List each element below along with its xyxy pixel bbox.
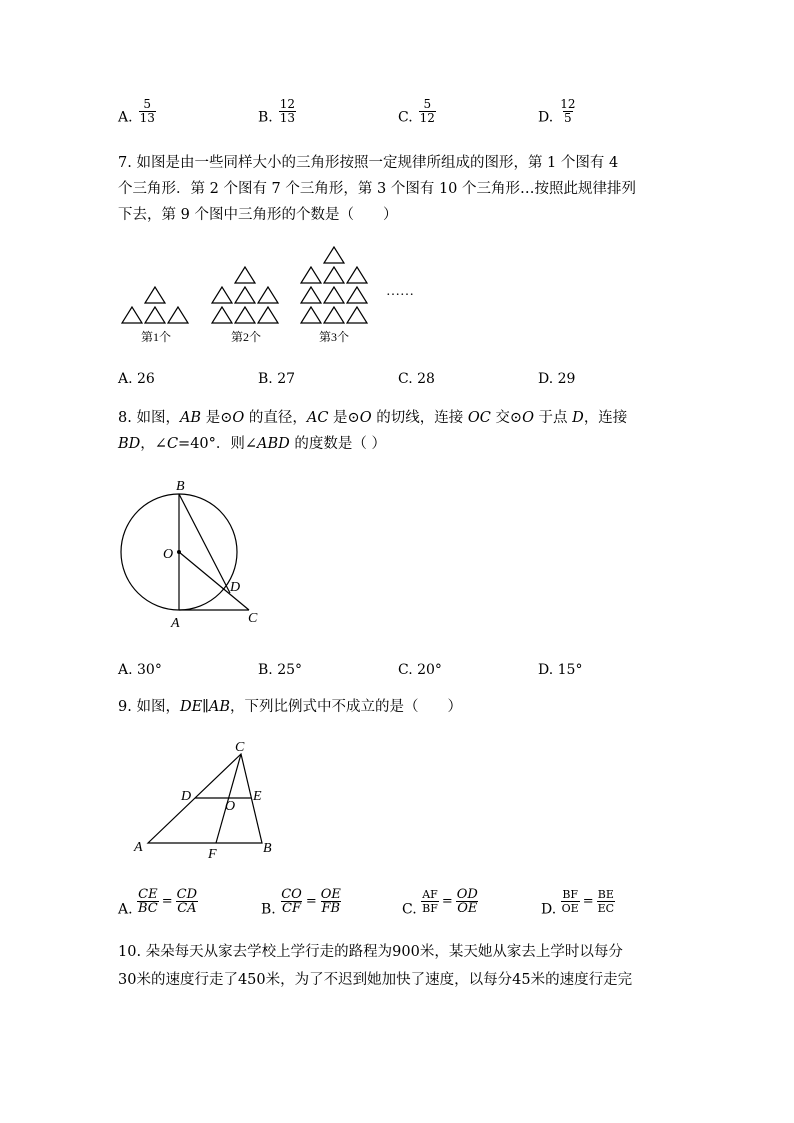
svg-text:D: D (230, 580, 241, 595)
q8-stem: 8. 如图，AB 是⊙O 的直径，AC 是⊙O 的切线，连接 OC 交⊙O 于点 D，连接 BD，∠C=40°．则∠ABD 的度数是（ ） (118, 410, 628, 452)
q9-triangle-parallel-figure (128, 736, 288, 866)
q10-stem: 10. 朵朵每天从家去学校上学行走的路程为900米，某天她从家去上学时以每分 30米的速度行走了450米，为了不迟到她加快了速度，以每分45米的速度行走完 (118, 944, 633, 988)
q9-option-d[interactable]: D. $\frac{BF}{OE}$ = $\frac{BE}{EC}$ (541, 888, 615, 918)
q8-option-a[interactable]: A. 30° (118, 662, 162, 678)
q8-option-b[interactable]: B. 25° (258, 662, 303, 678)
q7-stem: 7. 如图是由一些同样大小的三角形按照一定规律所组成的图形，第 1 个图有 4 个三角形．第 2 个图有 7 个三角形，第 3 个图有 10 个三角形…按照此规律排列 下去，第 9 个图中三角形的个数是（ ） (118, 155, 636, 223)
figure-1-triangles (122, 287, 188, 323)
proportion: $\frac{CO}{CF}$ = $\frac{OE}{FB}$ (281, 887, 341, 916)
svg-text:C: C (235, 740, 245, 755)
q6-option-b[interactable]: B. $\frac{12}{13}$ (258, 97, 296, 126)
figure-3-triangles (301, 247, 367, 323)
svg-text:O: O (163, 547, 174, 562)
proportion: $\frac{BF}{OE}$ = $\frac{BE}{EC}$ (561, 888, 615, 915)
svg-text:D: D (181, 789, 192, 804)
svg-text:B: B (263, 841, 272, 856)
figure-2-triangles (212, 267, 278, 323)
fraction: $\frac{5}{13}$ (139, 97, 155, 125)
q7-option-b[interactable]: B. 27 (258, 371, 296, 387)
q9-option-c[interactable]: C. $\frac{AF}{BF}$ = $\frac{OD}{OE}$ (402, 887, 478, 918)
q7-triangle-pattern-figure (110, 240, 430, 350)
q8-circle-tangent-figure (110, 472, 270, 632)
proportion: $\frac{CE}{BC}$ = $\frac{CD}{CA}$ (138, 887, 198, 916)
center-point (177, 550, 181, 554)
q7-option-d[interactable]: D. 29 (538, 371, 576, 387)
svg-text:A: A (134, 840, 143, 855)
proportion: $\frac{AF}{BF}$ = $\frac{OD}{OE}$ (422, 887, 478, 916)
q6-option-c[interactable]: C. $\frac{5}{12}$ (398, 97, 435, 126)
figure-2-label: 第2个 (230, 330, 262, 344)
svg-text:B: B (176, 479, 185, 494)
q6-option-a[interactable]: A. $\frac{5}{13}$ (118, 97, 155, 126)
q7-option-c[interactable]: C. 28 (398, 371, 435, 387)
q7-option-a[interactable]: A. 26 (118, 371, 155, 387)
svg-text:C: C (248, 611, 258, 626)
segment-bd (179, 494, 230, 593)
figure-1-label: 第1个 (140, 330, 172, 344)
q8-option-d[interactable]: D. 15° (538, 662, 583, 678)
fraction: $\frac{12}{13}$ (279, 97, 296, 125)
svg-text:A: A (171, 616, 180, 631)
ellipsis: …… (386, 284, 414, 299)
q9-stem: 9. 如图，DE∥AB，下列比例式中不成立的是（ ） (118, 699, 462, 715)
q9-option-b[interactable]: B. $\frac{CO}{CF}$ = $\frac{OE}{FB}$ (261, 887, 341, 918)
svg-text:O: O (225, 799, 236, 814)
q6-option-d[interactable]: D. $\frac{12}{5}$ (538, 97, 576, 126)
fraction: $\frac{12}{5}$ (560, 97, 576, 125)
svg-text:E: E (253, 789, 262, 804)
figure-3-label: 第3个 (318, 330, 350, 344)
q8-option-c[interactable]: C. 20° (398, 662, 442, 678)
q9-option-a[interactable]: A. $\frac{CE}{BC}$ = $\frac{CD}{CA}$ (118, 887, 198, 918)
fraction: $\frac{5}{12}$ (419, 97, 435, 125)
svg-text:F: F (208, 847, 217, 862)
